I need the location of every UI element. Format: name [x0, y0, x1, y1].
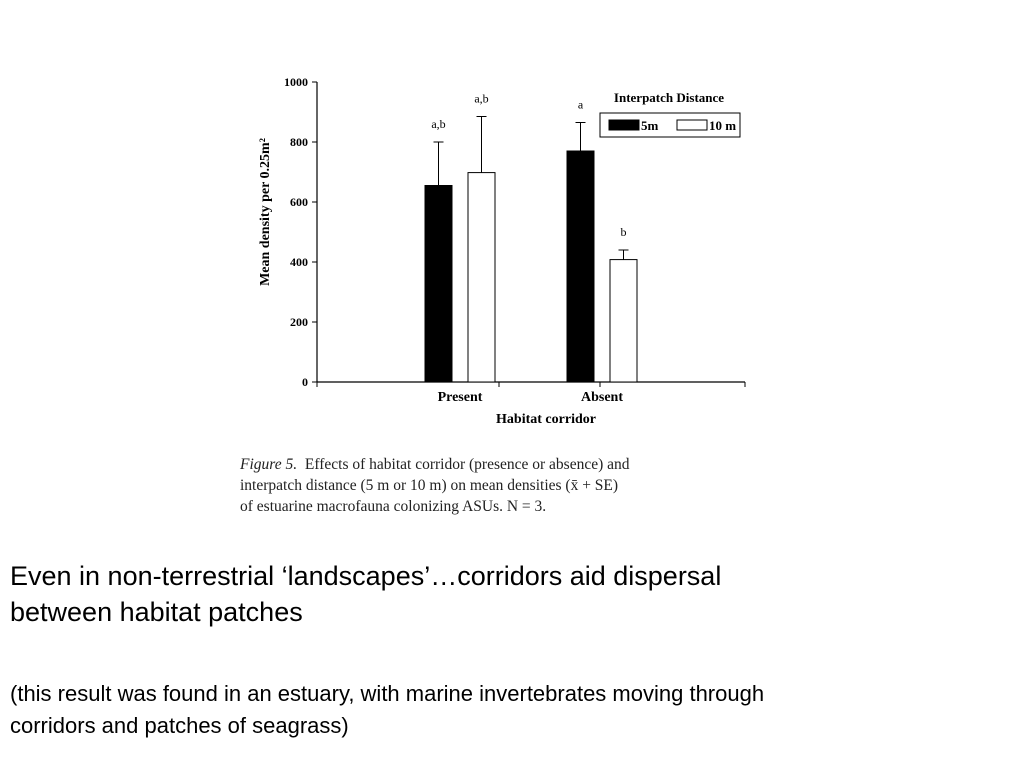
slide-note-text — [10, 678, 1010, 742]
bars-group — [425, 92, 637, 383]
note-text-line-2: corridors and patches of seagrass) — [10, 713, 349, 738]
legend-swatch-5m — [609, 120, 639, 130]
caption-line-1 — [240, 454, 780, 475]
bar-present-5m — [425, 186, 452, 383]
legend-swatch-10m — [677, 120, 707, 130]
y-tick-label-0: 0 — [302, 375, 308, 389]
slide-main-text — [10, 558, 1010, 630]
bar-absent-10m — [610, 260, 637, 382]
x-tick-label-absent: Absent — [580, 390, 624, 405]
legend-title: Interpatch Distance — [613, 90, 725, 105]
y-axis-label: Mean density per 0.25m² — [258, 138, 273, 286]
main-text-line-1: Even in non-terrestrial ‘landscapes’…corridors aid dispersal — [10, 561, 722, 591]
legend — [600, 90, 740, 137]
legend-label-10m: 10 m — [709, 118, 737, 133]
y-tick-label-600: 600 — [290, 195, 308, 209]
y-tick-label-400: 400 — [290, 255, 308, 269]
y-tick-label-1000: 1000 — [284, 75, 308, 89]
figure-caption — [240, 454, 780, 517]
x-axis-label: Habitat corridor — [496, 412, 596, 427]
note-text-line-1: (this result was found in an estuary, with marine invertebrates moving through — [10, 681, 765, 706]
legend-label-5m: 5m — [641, 118, 659, 133]
sig-label-present-10m: a,b — [474, 91, 489, 106]
bar-absent-5m — [567, 151, 594, 382]
caption-line-3: of estuarine macrofauna colonizing ASUs. N = 3. — [240, 498, 547, 515]
x-tick-label-present: Present — [437, 390, 483, 405]
main-text-line-2: between habitat patches — [10, 597, 303, 627]
sig-label-absent-10m: b — [620, 225, 627, 239]
y-tick-label-200: 200 — [290, 315, 308, 329]
figure-label: Figure 5. — [240, 456, 298, 473]
y-tick-label-800: 800 — [290, 135, 308, 149]
sig-label-absent-5m: a — [577, 97, 584, 112]
x-axis — [317, 382, 745, 405]
caption-line-2: interpatch distance (5 m or 10 m) on mean densities (x̄ + SE) — [240, 477, 619, 494]
y-axis — [284, 75, 317, 389]
sig-label-present-5m: a,b — [431, 117, 446, 131]
caption-text-1: Effects of habitat corridor (presence or absence) and — [304, 456, 630, 473]
bar-present-10m — [468, 173, 495, 382]
